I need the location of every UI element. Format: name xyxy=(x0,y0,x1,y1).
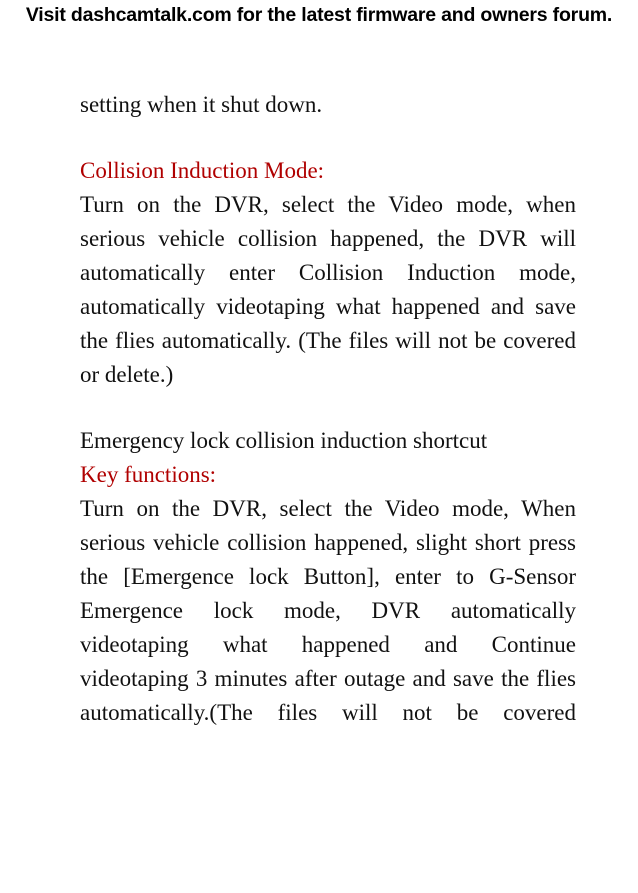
collision-text: Turn on the DVR, select the Video mode, when serious vehicle collision happened, the DVR will automatically enter Collision Induction mode, automatically videotaping what happened and save the flies automatically. (The files will not be covered or delete.) xyxy=(80,192,576,387)
emergency-heading-line1: Emergency lock collision induction shortcut xyxy=(80,428,488,453)
emergency-section xyxy=(80,424,576,730)
spacer xyxy=(80,392,576,424)
intro-text: setting when it shut down. xyxy=(80,92,323,117)
collision-section xyxy=(80,154,576,392)
site-banner: Visit dashcamtalk.com for the latest firmware and owners forum. xyxy=(25,4,613,26)
emergency-text: Turn on the DVR, select the Video mode, When serious vehicle collision happened, slight short press the [Emergence lock Button], enter to G-Sensor Emergence lock mode, DVR automatically videotaping what happened and Continue videotaping 3 minutes after outage and save the flies automatically.(The files will not be covered xyxy=(80,496,576,725)
spacer xyxy=(80,122,576,154)
emergency-heading-line2: Key functions: xyxy=(80,462,217,487)
page-content xyxy=(80,88,576,730)
collision-heading: Collision Induction Mode: xyxy=(80,158,325,183)
